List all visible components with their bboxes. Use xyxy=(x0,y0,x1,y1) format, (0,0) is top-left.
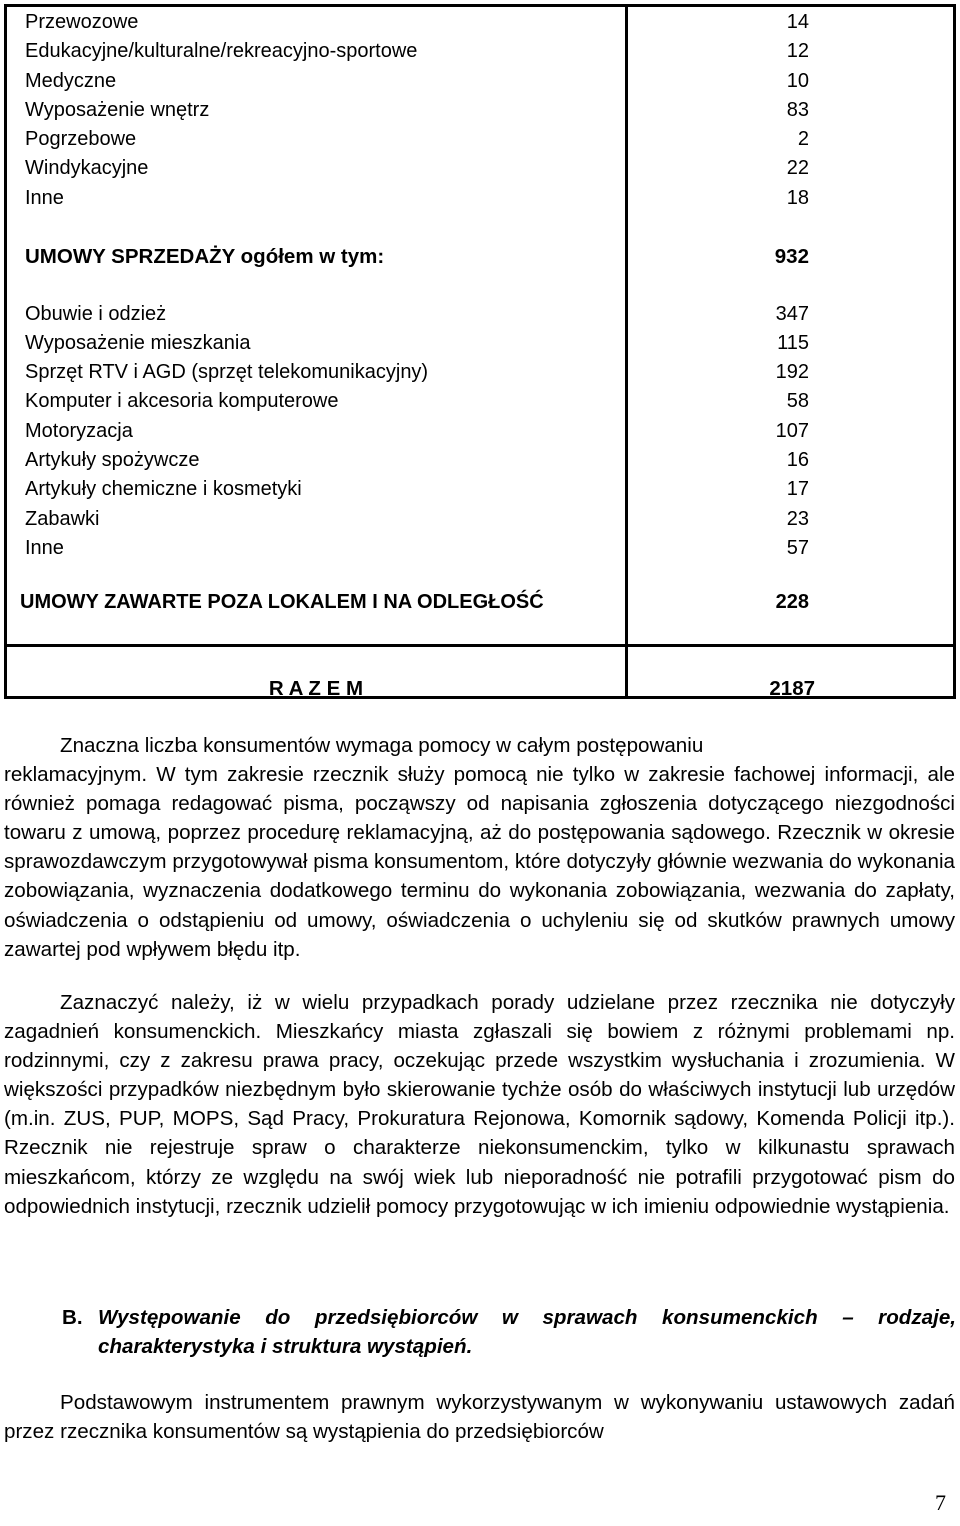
row-value: 83 xyxy=(786,99,809,121)
row-value: 115 xyxy=(777,332,809,354)
table-row xyxy=(7,154,953,183)
row-label: Windykacyjne xyxy=(25,157,149,179)
table-row xyxy=(7,8,953,37)
paragraph: Podstawowym instrumentem prawnym wykorzystywanym w wykonywaniu ustawowych zadań przez rzecznika konsumentów są wystąpienia do przedsiębiorców xyxy=(4,1391,955,1444)
row-value: 107 xyxy=(775,420,809,442)
row-value: 347 xyxy=(775,303,809,325)
table-row xyxy=(7,329,953,358)
row-label: R A Z E M xyxy=(268,677,364,700)
row-value: 17 xyxy=(786,478,809,500)
page-number: 7 xyxy=(935,1490,946,1515)
sales-total-row xyxy=(7,242,953,271)
row-value: 58 xyxy=(786,390,809,412)
paragraph-first-line: Znaczna liczba konsumentów wymaga pomocy w całym postępowaniu xyxy=(60,734,704,757)
row-value: 14 xyxy=(786,11,809,33)
row-value: 23 xyxy=(786,508,809,530)
table-row xyxy=(7,446,953,475)
table-row xyxy=(7,67,953,96)
section-letter: B. xyxy=(62,1306,83,1329)
row-label: Obuwie i odzież xyxy=(25,303,167,325)
statistics-table xyxy=(4,4,956,699)
row-value: 16 xyxy=(786,449,809,471)
table-row xyxy=(7,534,953,563)
row-label: Motoryzacja xyxy=(25,420,133,442)
table-row xyxy=(7,300,953,329)
row-label: Inne xyxy=(25,187,64,209)
row-value: 2187 xyxy=(769,677,815,700)
table-row xyxy=(7,417,953,446)
row-value: 18 xyxy=(786,187,809,209)
table-row xyxy=(7,358,953,387)
row-label: Artykuły spożywcze xyxy=(25,449,200,471)
row-value: 57 xyxy=(786,537,809,559)
total-row xyxy=(7,674,953,703)
row-label: Edukacyjne/kulturalne/rekreacyjno-sportowe xyxy=(25,40,418,62)
row-label: Pogrzebowe xyxy=(25,128,137,150)
paragraph-rest: reklamacyjnym. W tym zakresie rzecznik służy pomocą nie tylko w zakresie fachowej informacji, ale również pomaga redagować pisma, począwszy od napisania zgłoszenia dotyczącego niezgodności towaru z umową, poprzez procedurę reklamacyjną, aż do postępowania sądowego. Rzecznik w okresie sprawozdawczym przygotowywał pisma konsumentom, które dotyczyły głównie wezwania do wykonania zobowiązania, wyznaczenia dodatkowego terminu do wykonania zobowiązania, wezwania do zapłaty, oświadczenia o odstąpieniu od umowy, oświadczenia o uchyleniu się od skutków prawnych umowy zawartej pod wpływem błędu itp. xyxy=(4,763,955,961)
table-row xyxy=(7,37,953,66)
row-label: Wyposażenie mieszkania xyxy=(25,332,251,354)
row-label: UMOWY SPRZEDAŻY ogółem w tym: xyxy=(25,245,385,268)
table-row xyxy=(7,387,953,416)
row-label: Artykuły chemiczne i kosmetyki xyxy=(25,478,302,500)
row-label: UMOWY ZAWARTE POZA LOKALEM I NA ODLEGŁOŚĆ xyxy=(20,591,544,613)
row-value: 22 xyxy=(786,157,809,179)
row-value: 12 xyxy=(786,40,809,62)
row-value: 228 xyxy=(775,591,809,613)
table-row xyxy=(7,125,953,154)
row-label: Zabawki xyxy=(25,508,100,530)
row-label: Medyczne xyxy=(25,70,117,92)
row-label: Inne xyxy=(25,537,64,559)
row-value: 10 xyxy=(786,70,809,92)
row-value: 2 xyxy=(797,128,809,150)
table-row xyxy=(7,505,953,534)
section-title: Występowanie do przedsiębiorców w sprawach konsumenckich – rodzaje, charakterystyka i struktura wystąpień. xyxy=(98,1306,956,1358)
table-row xyxy=(7,96,953,125)
row-label: Komputer i akcesoria komputerowe xyxy=(25,390,339,412)
row-label: Wyposażenie wnętrz xyxy=(25,99,210,121)
paragraph xyxy=(4,731,955,964)
table-row xyxy=(7,475,953,504)
row-value: 932 xyxy=(774,245,809,268)
row-value: 192 xyxy=(775,361,809,383)
paragraph: Zaznaczyć należy, iż w wielu przypadkach porady udzielane przez rzecznika nie dotyczyły zagadnień konsumenckich. Mieszkańcy miasta zgłaszali się bowiem z różnymi problemami np. rodzinnymi, czy z zakresu prawa pracy, oczekując przede wszystkim wysłuchania i zrozumienia. W większości przypadków niezbędnym było skierowanie tychże osób do właściwych instytucji lub urzędów (m.in. ZUS, PUP, MOPS, Sąd Pracy, Prokuratura Rejonowa, Komornik sądowy, Komenda Policji itp.). Rzecznik nie rejestruje spraw o charakterze niekonsumenckim, tylko w kilkunastu sprawach mieszkańcom, którzy ze względu na swój wiek lub nieporadność nie potrafili przygotować pism do odpowiednich instytucji, rzecznik udzielił pomocy przygotowując w ich imieniu odpowiednie wystąpienia. xyxy=(4,991,955,1218)
distance-contracts-row xyxy=(7,588,953,617)
table-row xyxy=(7,184,953,213)
row-label: Sprzęt RTV i AGD (sprzęt telekomunikacyjny) xyxy=(25,361,429,383)
table-divider xyxy=(7,644,953,647)
row-label: Przewozowe xyxy=(25,11,139,33)
